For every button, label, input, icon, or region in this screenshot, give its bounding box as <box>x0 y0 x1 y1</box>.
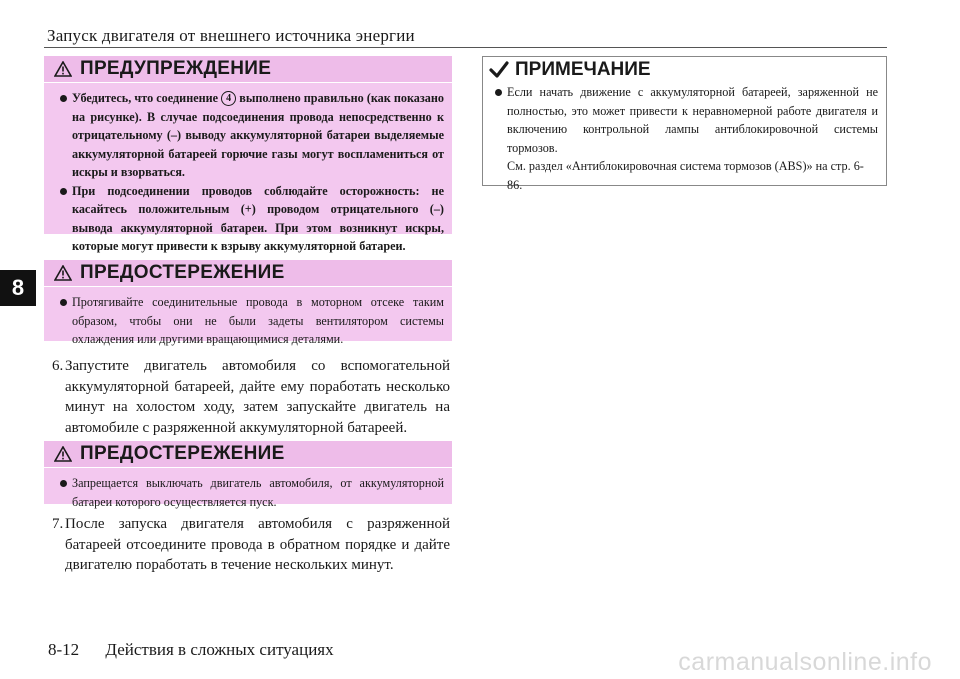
warning-box <box>44 56 452 253</box>
warning-bullet-1-text-b: выполнено правильно (как показано на рисунке). В случае подсоединения провода непосредственно к отрицательному (–) выводу аккумуляторной батареи выделяемые аккумуляторной батареей горючие газы могут воспламениться от искры и взорваться. <box>72 91 445 179</box>
caution-2-header <box>44 441 452 468</box>
step-7-text: После запуска двигателя автомобиля с разряженной батареей отсоедините провода в обратном порядке и дайте двигателю поработать в течение нескольких минут. <box>65 516 450 573</box>
warning-header <box>44 56 452 83</box>
caution-2-bullet: Запрещается выключать двигатель автомобиля, от аккумуляторной батареи которого осуществляется пуск. <box>58 474 444 511</box>
note-header <box>483 57 886 83</box>
step-6-text: Запустите двигатель автомобиля со вспомогательной аккумуляторной батареей, дайте ему поработать несколько минут на холостом ходу, затем запускайте двигатель на автомобиле с разряженной аккумуляторной батареей. <box>65 358 450 436</box>
note-reference: См. раздел «Антиблокировочная система тормозов (ABS)» на стр. 6-86. <box>507 159 864 192</box>
warning-triangle-icon <box>54 61 72 77</box>
step-6 <box>52 356 450 438</box>
note-label: ПРИМЕЧАНИЕ <box>515 59 651 80</box>
warning-bullet-1 <box>58 89 444 182</box>
note-bullet: Если начать движение с аккумуляторной батареей, заряженной не полностью, это может привести к неравномерной работе двигателя и включению контрольной лампы антиблокировочной системы тормозов. <box>493 83 878 157</box>
page-footer <box>48 640 334 660</box>
step-7-number: 7. <box>52 516 64 532</box>
step-6-number: 6. <box>52 358 64 374</box>
step-7 <box>52 514 450 576</box>
footer-section-title: Действия в сложных ситуациях <box>105 640 334 659</box>
watermark: carmanualsonline.info <box>678 648 932 676</box>
caution-2-label: ПРЕДОСТЕРЕЖЕНИЕ <box>80 443 285 464</box>
warning-bullet-2: При подсоединении проводов соблюдайте осторожность: не касайтесь положительным (+) проводом отрицательного (–) вывода аккумуляторной батареи. При этом возникнут искры, которые могут привести к взрыву аккумуляторной батареи. <box>58 182 444 256</box>
note-box <box>482 56 887 192</box>
caution-box-2 <box>44 441 452 509</box>
checkmark-icon <box>489 61 509 79</box>
caution-1-label: ПРЕДОСТЕРЕЖЕНИЕ <box>80 262 285 283</box>
page-number: 8-12 <box>48 640 80 659</box>
warning-triangle-icon <box>54 265 72 281</box>
caution-box-1 <box>44 260 452 346</box>
warning-triangle-icon <box>54 446 72 462</box>
chapter-tab: 8 <box>0 270 36 306</box>
page-header-title: Запуск двигателя от внешнего источника энергии <box>47 26 415 45</box>
warning-bullet-1-text-a: Убедитесь, что соединение <box>72 91 219 105</box>
warning-label: ПРЕДУПРЕЖДЕНИЕ <box>80 58 272 79</box>
caution-1-bullet: Протягивайте соединительные провода в моторном отсеке таким образом, чтобы они не были задеты вентилятором системы охлаждения или другими вращающимися деталями. <box>58 293 444 349</box>
callout-marker: 4 <box>221 91 236 106</box>
header-rule <box>44 47 887 48</box>
caution-1-header <box>44 260 452 287</box>
